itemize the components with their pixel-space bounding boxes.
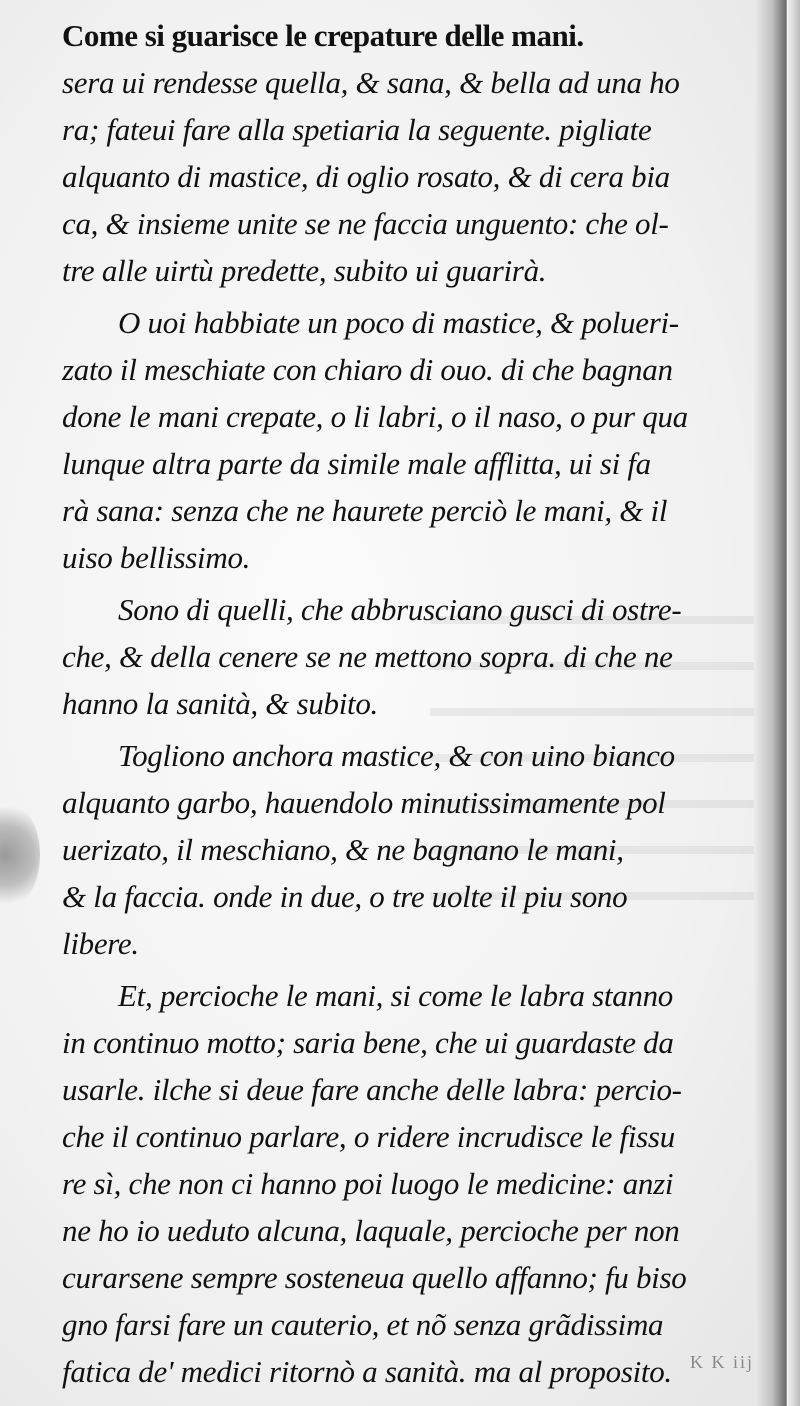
text-line: in continuo motto; saria bene, che ui guardaste da <box>62 1025 674 1060</box>
text-line: tre alle uirtù predette, subito ui guarirà. <box>62 253 547 288</box>
ink-smudge <box>0 800 40 910</box>
text-line: che, & della cenere se ne mettono sopra. di che ne <box>62 639 673 674</box>
text-line: hanno la sanità, & subito. <box>62 686 379 721</box>
text-line: alquanto garbo, hauendolo minutissimamente pol <box>62 785 666 820</box>
page-text <box>62 12 742 1395</box>
text-line: & la faccia. onde in due, o tre uolte il piu sono <box>62 879 628 914</box>
text-line: ne ho io ueduto alcuna, laquale, percioche per non <box>62 1213 680 1248</box>
text-line: rà sana: senza che ne haurete perciò le mani, & il <box>62 493 668 528</box>
text-line: uerizato, il meschiano, & ne bagnano le mani, <box>62 832 624 867</box>
page-gutter-edge <box>754 0 800 1406</box>
paragraph-start: Togliono anchora mastice, & con uino bianco <box>118 738 675 773</box>
text-line: uiso bellissimo. <box>62 540 251 575</box>
paragraph-start: Et, percioche le mani, si come le labra stanno <box>118 978 673 1013</box>
text-line: re sì, che non ci hanno poi luogo le medicine: anzi <box>62 1166 674 1201</box>
text-line: done le mani crepate, o li labri, o il naso, o pur qua <box>62 399 688 434</box>
text-line: sera ui rendesse quella, & sana, & bella ad una ho <box>62 65 680 100</box>
paragraph-start: O uoi habbiate un poco di mastice, & polueri- <box>118 305 679 340</box>
text-line: libere. <box>62 926 139 961</box>
text-line: zato il meschiate con chiaro di ouo. di che bagnan <box>62 352 673 387</box>
text-line: ca, & insieme unite se ne faccia unguento: che ol- <box>62 206 669 241</box>
paragraph-start: Sono di quelli, che abbrusciano gusci di ostre- <box>118 592 682 627</box>
text-line: che il continuo parlare, o ridere incrudisce le fissu <box>62 1119 675 1154</box>
text-line: ra; fateui fare alla spetiaria la seguente. pigliate <box>62 112 652 147</box>
text-line: gno farsi fare un cauterio, et nõ senza grãdissima <box>62 1307 664 1342</box>
signature-mark: K K iij <box>690 1352 755 1372</box>
running-head: Come si guarisce le crepature delle mani. <box>62 18 584 53</box>
text-line: alquanto di mastice, di oglio rosato, & di cera bia <box>62 159 670 194</box>
text-line: curarsene sempre sosteneua quello affanno; fu biso <box>62 1260 687 1295</box>
text-line: lunque altra parte da simile male afflitta, ui si fa <box>62 446 651 481</box>
text-line: fatica de' medici ritornò a sanità. ma al proposito. <box>62 1354 672 1389</box>
text-line: usarle. ilche si deue fare anche delle labra: percio- <box>62 1072 682 1107</box>
